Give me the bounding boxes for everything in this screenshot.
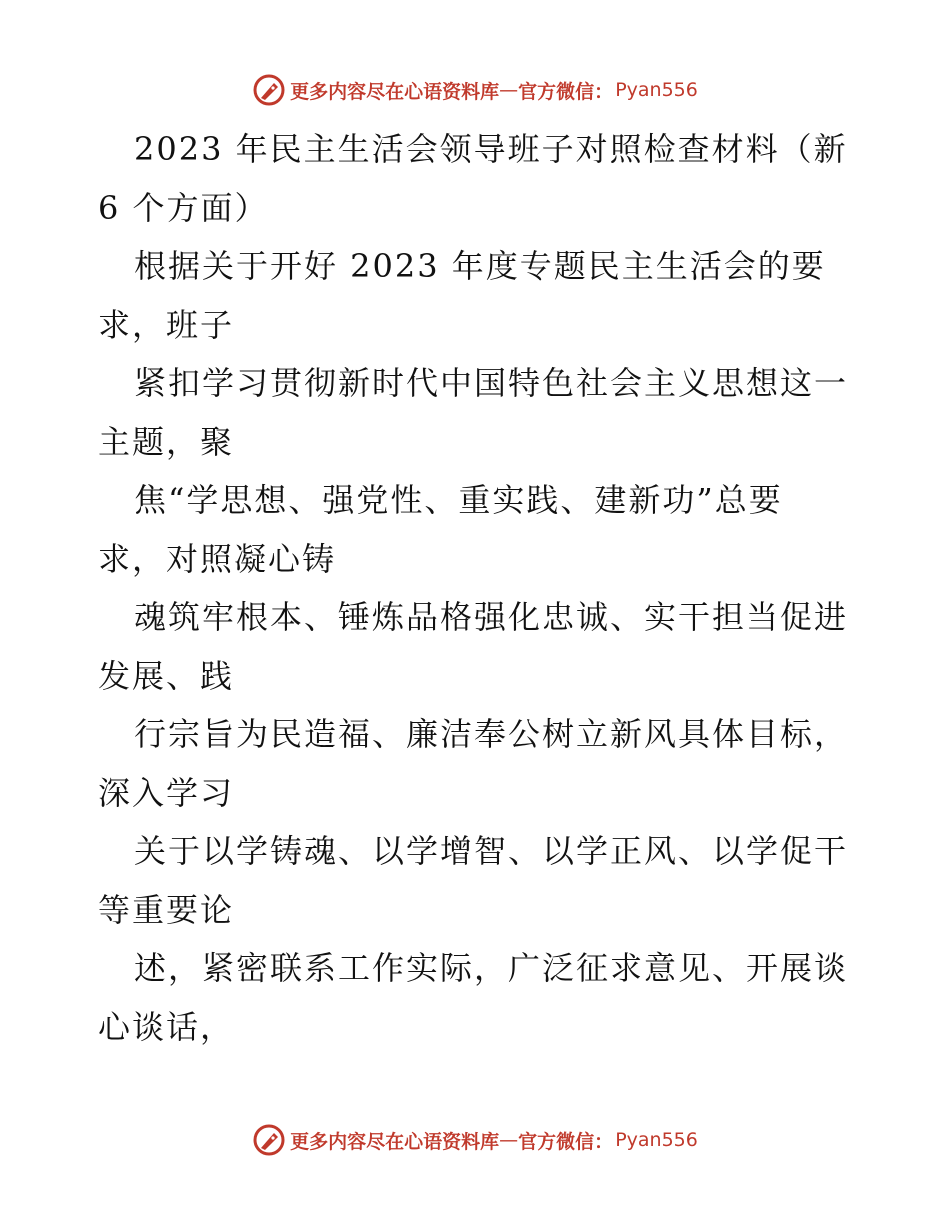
paragraph-line: 行宗旨为民造福、廉洁奉公树立新风具体目标， [134,715,849,753]
paragraph-line: 主题，聚 [98,422,235,461]
paragraph-line: 焦“学思想、强党性、重实践、建新功”总要 [134,481,783,519]
paragraph-line: 述，紧密联系工作实际，广泛征求意见、开展谈 [134,949,849,987]
pen-nib-logo-icon [252,1123,286,1157]
paragraph-line: 紧扣学习贯彻新时代中国特色社会主义思想这一 [134,364,849,402]
footer-watermark-banner [0,1120,950,1160]
header-banner-main-text: 更多内容尽在心语资料库 [290,80,500,103]
paragraph-line: 魂筑牢根本、锤炼品格强化忠诚、实干担当促进 [134,598,849,636]
header-watermark-banner [0,70,950,110]
paragraph-line: 求，班子 [98,305,235,344]
footer-banner-dash: — [499,1129,519,1151]
header-banner-dash: — [499,79,519,101]
paragraph-line: 心谈话， [98,1007,235,1046]
title-line-2: 6 个方面） [98,188,269,227]
title-line-1: 2023 年民主生活会领导班子对照检查材料（新 [134,130,848,168]
paragraph-line: 求，对照凝心铸 [98,539,337,578]
header-banner-wechat-label: 官方微信： [518,80,614,103]
paragraph-line: 发展、践 [98,656,235,695]
footer-banner-wechat-label: 官方微信： [518,1130,614,1153]
paragraph-line: 深入学习 [98,773,235,812]
document-body [98,120,858,1056]
footer-banner-wechat-id: Pyan556 [615,1129,698,1151]
pen-nib-logo-icon [252,73,286,107]
footer-banner-main-text: 更多内容尽在心语资料库 [290,1130,500,1153]
paragraph-line: 根据关于开好 2023 年度专题民主生活会的要 [134,247,826,285]
paragraph-line: 关于以学铸魂、以学增智、以学正风、以学促干 [134,832,849,870]
paragraph-line: 等重要论 [98,890,235,929]
header-banner-wechat-id: Pyan556 [615,79,698,101]
